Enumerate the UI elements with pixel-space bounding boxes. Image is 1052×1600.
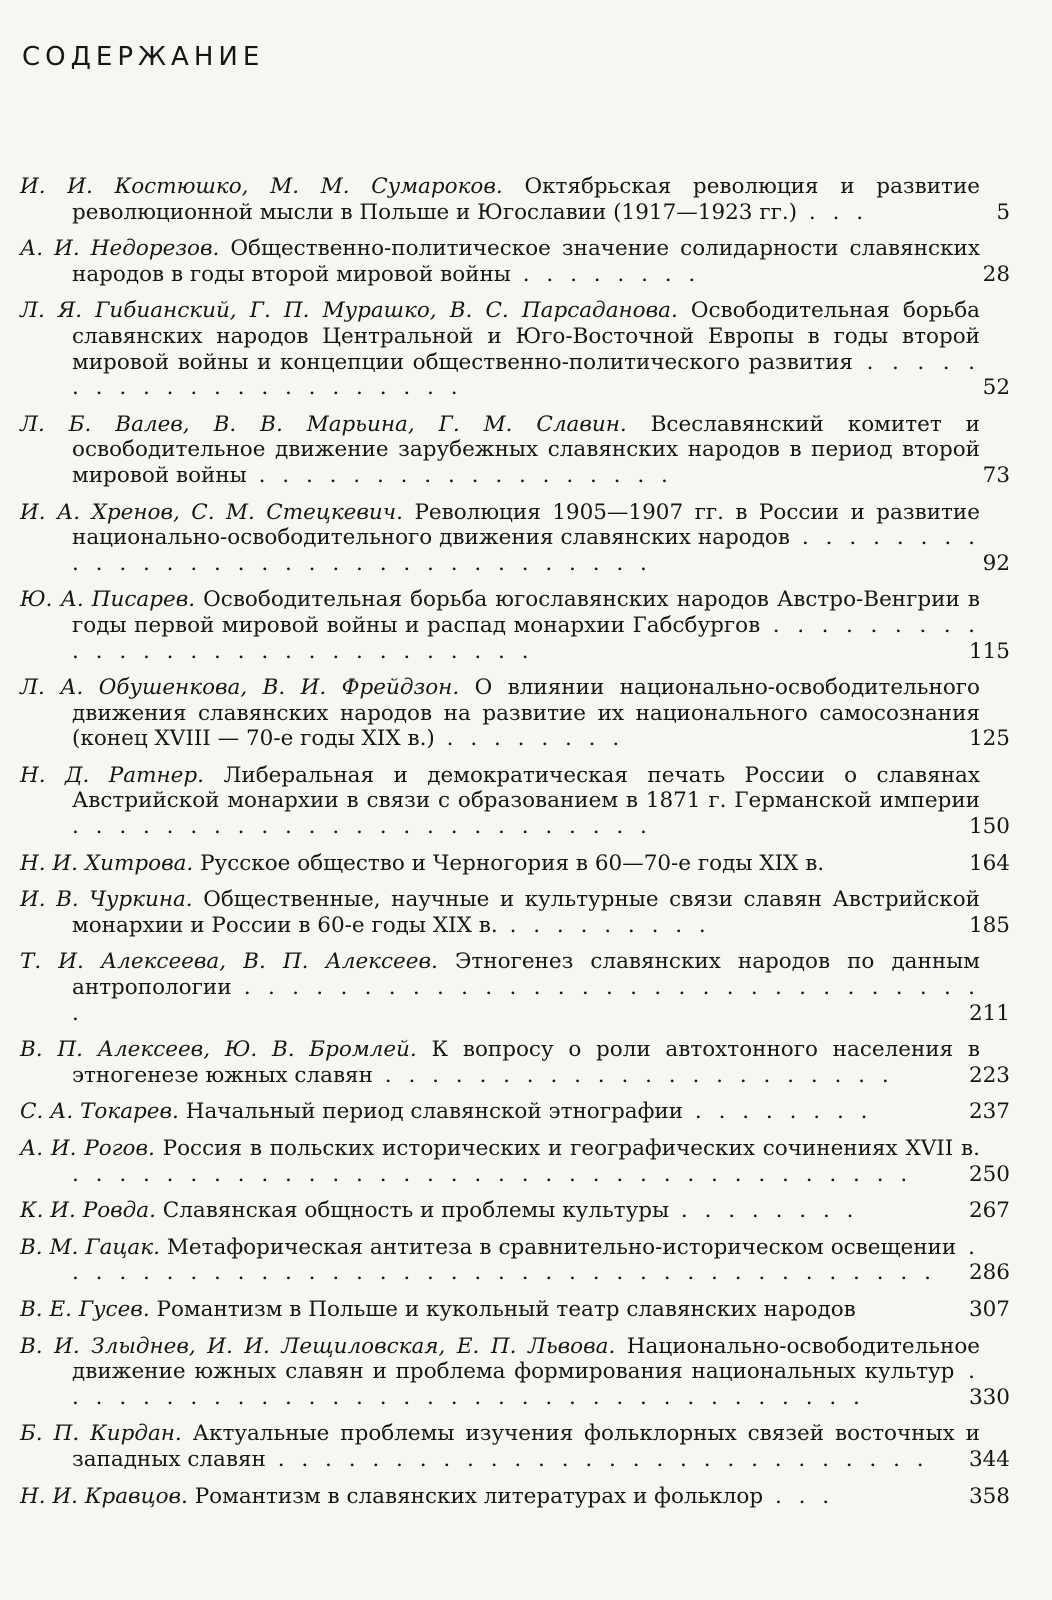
toc-entry-text (20, 1484, 980, 1510)
toc-entry-text (20, 587, 980, 664)
toc-entry-authors: Б. П. Кирдан. (20, 1421, 182, 1447)
toc-leader-dots: . . . . . . . . (683, 1099, 873, 1125)
toc-entry (20, 1037, 1020, 1088)
toc-entry (20, 587, 1020, 664)
toc-entry-title: Начальный период славянской этнографии (185, 1099, 684, 1125)
toc-entry (20, 174, 1020, 225)
toc-entry-authors: И. В. Чуркина. (20, 887, 193, 913)
toc-entry-authors: С. А. Токарев. (20, 1099, 179, 1125)
toc-entry-text (20, 1297, 980, 1323)
toc-leader-dots: . . . . . . . . (510, 261, 701, 287)
toc-entry-title: Романтизм в Польше и кукольный театр славянских народов (156, 1296, 856, 1322)
toc-entry-authors: Л. А. Обушенкова, В. И. Фрейдзон. (20, 675, 460, 701)
toc-leader-dots: . . . . . . . . . . . . . . . . . . . . . . . . . . . . . (72, 612, 980, 664)
toc-leader-dots: . . . . . . . . . . . . . . . . . . . . . . . . . . . . (265, 1446, 929, 1472)
toc-entry-text (20, 887, 980, 938)
toc-entry-title: Октябрьская революция и развитие революционной мысли в Польше и Югославии (1917—1923 гг.) (72, 174, 980, 225)
toc-leader-dots: . . . . . . . . . (497, 912, 711, 938)
toc-entry-authors: Н. И. Кравцов. (20, 1483, 188, 1509)
toc-entry (20, 887, 1020, 938)
toc-entry (20, 675, 1020, 752)
toc-entry-authors: А. И. Рогов. (20, 1136, 155, 1161)
toc-page-number: 92 (982, 550, 1010, 576)
toc-leader-dots: . . . . . . . . . . . . . . . . . . . . . . . . . . . . . . . . (72, 975, 980, 1026)
toc-page-number: 28 (982, 261, 1010, 287)
toc-entry-authors: В. Е. Гусев. (20, 1296, 150, 1322)
toc-entry-text (20, 1037, 980, 1088)
toc-entry (20, 1136, 1020, 1187)
toc-page-number: 185 (968, 912, 1010, 938)
toc-entry (20, 500, 1020, 577)
toc-page-number: 150 (968, 814, 1010, 840)
toc-entry-title: Актуальные проблемы изучения фольклорных связей восточных и западных славян (72, 1421, 981, 1472)
toc-entry-text (20, 1235, 980, 1286)
toc-entry (20, 1099, 1020, 1125)
toc-page-number: 52 (982, 375, 1010, 401)
toc-leader-dots: . . . . . . . . . . . . . . . . . . (246, 462, 673, 488)
toc-entry-text (20, 500, 980, 577)
toc-entry-text (20, 763, 980, 840)
toc-entry-title: Освободительная борьба славянских народов Центральной и Юго-Восточной Европы в годы второй мировой войны и концепции общественно-политического развития (72, 298, 980, 375)
toc-entry-text (20, 949, 980, 1026)
toc-leader-dots: . . . . . . . . . . . . . . . . . . . . . . . . . . . . . . . . . (72, 525, 980, 576)
toc-entry (20, 949, 1020, 1026)
toc-entry-text (20, 412, 980, 489)
toc-leader-dots: . . . . . . . . . . . . . . . . . . . . . . . . . (72, 814, 652, 840)
toc-entry (20, 236, 1020, 287)
toc-entry (20, 1484, 1020, 1510)
toc-page-number: 330 (968, 1384, 1010, 1410)
toc-leader-dots: . . . (797, 199, 869, 225)
toc-page-number: 250 (968, 1161, 1010, 1187)
toc-page-number: 73 (982, 462, 1010, 488)
toc-entry-authors: Ю. А. Писарев. (20, 587, 196, 613)
toc-entry-title: Национально-освободительное движение южных славян и проблема формирования национальных культур (72, 1333, 980, 1385)
toc-entry (20, 851, 1020, 877)
toc-entry-title: О влиянии национально-освободительного движения славянских народов на развитие их национального самосознания (конец XVIII — 70-е годы XIX в.) (72, 675, 980, 752)
toc-leader-dots: . . . . . . . . . . . . . . . . . . . . . . (72, 349, 981, 401)
toc-page-number: 286 (968, 1260, 1010, 1286)
toc-entry-text (20, 298, 980, 400)
toc-page-number: 5 (996, 199, 1010, 225)
toc-entry (20, 1421, 1020, 1472)
toc-entry (20, 1198, 1020, 1224)
toc-entry-text (20, 1136, 980, 1187)
toc-entry-title: Метафорическая антитеза в сравнительно-историческом освещении (166, 1234, 957, 1260)
toc-leader-dots: . . . (763, 1483, 835, 1509)
toc-entry-text (20, 1334, 980, 1411)
toc-entry-text (20, 1421, 980, 1472)
toc-leader-dots: . . . . . . . . . . . . . . . . . . . . . . . . . . . . . . . . . . . . (72, 1161, 913, 1187)
toc-entry-text (20, 174, 980, 225)
toc-entry-title: Всеславянский комитет и освободительное движение зарубежных славянских народов в период второй мировой войны (72, 411, 980, 488)
toc-leader-dots: . . . . . . . . . . . . . . . . . . . . . . . . . . . . . . . . . . . . . . (72, 1234, 980, 1286)
toc-entry-authors: Л. Б. Валев, В. В. Марьина, Г. М. Славин. (20, 411, 627, 437)
toc-page-number: 211 (968, 1000, 1010, 1026)
toc-page-number: 125 (968, 726, 1010, 752)
toc-entry-text (20, 851, 980, 877)
toc-entry-title: Романтизм в славянских литературах и фольклор (194, 1483, 764, 1509)
page-heading: СОДЕРЖАНИЕ (22, 42, 265, 72)
toc-entry (20, 1235, 1020, 1286)
toc-page-number: 164 (968, 850, 1010, 876)
toc-entry-authors: Л. Я. Гибианский, Г. П. Мурашко, В. С. Парсаданова. (20, 298, 678, 324)
toc-entry (20, 1334, 1020, 1411)
toc-leader-dots: . . . . . . . . (434, 726, 625, 752)
toc-entry (20, 763, 1020, 840)
toc-entry-authors: К. И. Ровда. (20, 1198, 156, 1224)
toc-leader-dots: . . . . . . . . (669, 1198, 859, 1224)
toc-entry-authors: В. П. Алексеев, Ю. В. Бромлей. (20, 1037, 417, 1063)
toc-page-number: 267 (968, 1198, 1010, 1224)
toc-entry-title: Освободительная борьба югославянских народов Австро-Венгрии в годы первой мировой войны и распад монархии Габсбургов (72, 587, 980, 638)
toc-entry-authors: И. И. Костюшко, М. М. Сумароков. (20, 174, 503, 199)
toc-entry-title: Революция 1905—1907 гг. в России и развитие национально-освободительного движения славянских народов (72, 499, 980, 551)
toc-page-number: 223 (968, 1062, 1010, 1088)
toc-entry-authors: В. И. Злыднев, И. И. Лещиловская, Е. П. Львова. (20, 1333, 616, 1359)
toc-entry-text (20, 1198, 980, 1224)
toc-entry-title: Русское общество и Черногория в 60—70-е годы XIX в. (200, 850, 825, 876)
table-of-contents (20, 174, 1020, 1520)
toc-entry (20, 298, 1020, 400)
toc-entry-text (20, 675, 980, 752)
toc-page-number: 115 (968, 638, 1010, 664)
toc-entry-title: Либеральная и демократическая печать России о славянах Австрийской монархии в связи с образованием в 1871 г. Германской империи (72, 762, 980, 814)
toc-page-number: 307 (968, 1296, 1010, 1322)
toc-entry-title: Россия в польских исторических и географических сочинениях XVII в. (162, 1136, 980, 1161)
toc-entry-authors: В. М. Гацак. (20, 1234, 160, 1260)
toc-page-number: 237 (968, 1099, 1010, 1125)
toc-entry (20, 1297, 1020, 1323)
toc-page-number: 358 (968, 1483, 1010, 1509)
toc-entry-title: Этногенез славянских народов по данным антропологии (72, 949, 980, 1001)
toc-leader-dots: . . . . . . . . . . . . . . . . . . . . . . (372, 1062, 894, 1088)
toc-entry-title: К вопросу о роли автохтонного населения в этногенезе южных славян (72, 1037, 981, 1088)
toc-entry-authors: Н. Д. Ратнер. (20, 762, 204, 788)
toc-entry (20, 412, 1020, 489)
toc-entry-title: Славянская общность и проблемы культуры (162, 1198, 670, 1224)
toc-entry-text (20, 236, 980, 287)
toc-entry-text (20, 1099, 980, 1125)
toc-page-number: 344 (968, 1446, 1010, 1472)
toc-entry-title: Общественно-политическое значение солидарности славянских народов в годы второй мировой войны (72, 236, 980, 287)
toc-entry-authors: Н. И. Хитрова. (20, 850, 194, 876)
toc-leader-dots: . . . . . . . . . . . . . . . . . . . . . . . . . . . . . . . . . . . (72, 1359, 981, 1410)
toc-entry-title: Общественные, научные и культурные связи славян Австрийской монархии и России в 60-е годы XIX в. (72, 887, 981, 938)
toc-entry-authors: А. И. Недорезов. (20, 236, 220, 262)
toc-entry-authors: И. А. Хренов, С. М. Стецкевич. (20, 499, 403, 525)
toc-entry-authors: Т. И. Алексеева, В. П. Алексеев. (20, 949, 438, 975)
